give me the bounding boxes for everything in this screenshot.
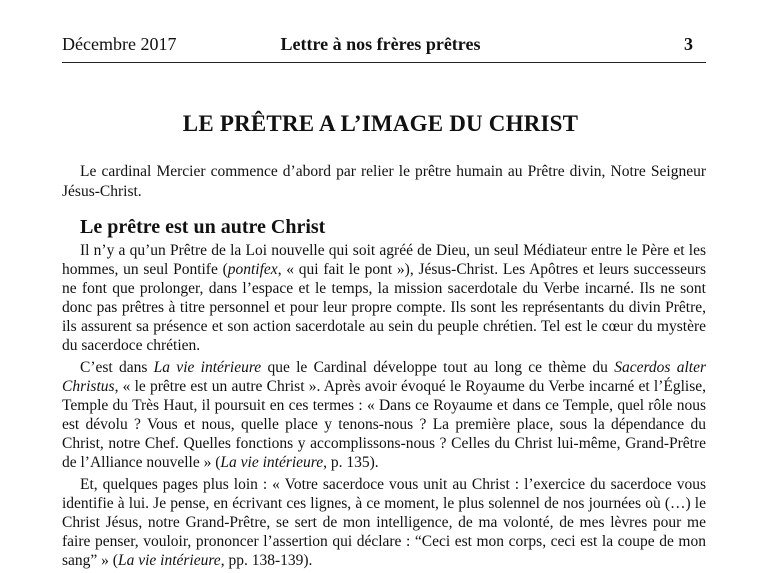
text-run: Et, quelques pages plus loin : « Votre sacerdoce vous unit au Christ : l’exercice du sacerdoce vous identifie à lui. Je pense, en écrivant ces lignes, à ce moment, le plus solennel de nos journées où (…) le Christ Jésus, notre Grand-Prêtre, se sert de mon intelligence, de ma volonté, de mes lèvres pour me faire penser, vouloir, prononcer l’assertion qui déclare : “Ceci est mon corps, ceci est la coupe de mon sang” » ( [62,476,706,569]
section-heading: Le prêtre est un autre Christ [80,216,326,238]
text-run: Il n’y a qu’un Prêtre de la Loi nouvelle qui soit agréé de Dieu, un seul Médiateur entre le Père et les hommes, un seul Pontife ( [62,242,706,278]
text-run: C’est dans [80,359,154,376]
italic-run: La vie intérieure [153,359,262,376]
paragraph-3 [62,475,706,570]
text-run: que le Cardinal développe tout au long ce thème du [261,359,615,376]
text-run: , p. 135). [323,454,379,471]
page-number: 3 [684,34,693,54]
paragraph-1 [62,241,706,355]
header-title: Lettre à nos frères prêtres [280,34,481,54]
italic-run: La vie intérieure [220,454,324,471]
running-header [62,34,699,60]
header-date: Décembre 2017 [62,34,177,54]
text-run: , « le prêtre est un autre Christ ». Après avoir évoqué le Royaume du Verbe incarné et l’Église, Temple du Très Haut, il poursuit en ces termes : « Dans ce Royaume et dans ce Temple, quel rôle nous est dévolu ? Vous et nous, quelle place y tenons-nous ? La première place, sous la dépendance du Christ, notre Chef. Quelles fonctions y accomplissons-nous ? Celles du Christ lui-même, Grand-Prêtre de l’Alliance nouvelle » ( [62,378,706,471]
italic-run: Sacerdos alter Christus [62,359,706,395]
text-run: , « qui fait le pont »), Jésus-Christ. Les Apôtres et leurs successeurs ne font que prolonger, dans l’espace et le temps, la mission sacerdotale du Verbe incarné. Ils ne sont donc pas prêtres à titre personnel et pour leur propre compte. Ils sont les représentants du divin Prêtre, ils assurent sa présence et son action sacerdotale au sein du peuple chrétien. Tel est le cœur du mystère du sacerdoce chrétien. [62,261,706,354]
intro-paragraph: Le cardinal Mercier commence d’abord par relier le prêtre humain au Prêtre divin, Notre Seigneur Jésus-Christ. [62,163,706,200]
header-rule [62,62,706,63]
italic-run: La vie intérieure [117,552,221,569]
text-run: , pp. 138-139). [220,552,313,569]
body-text [62,241,706,573]
page-title: LE PRÊTRE A L’IMAGE DU CHRIST [182,111,579,136]
italic-run: pontifex [227,261,278,278]
paragraph-2 [62,358,706,472]
